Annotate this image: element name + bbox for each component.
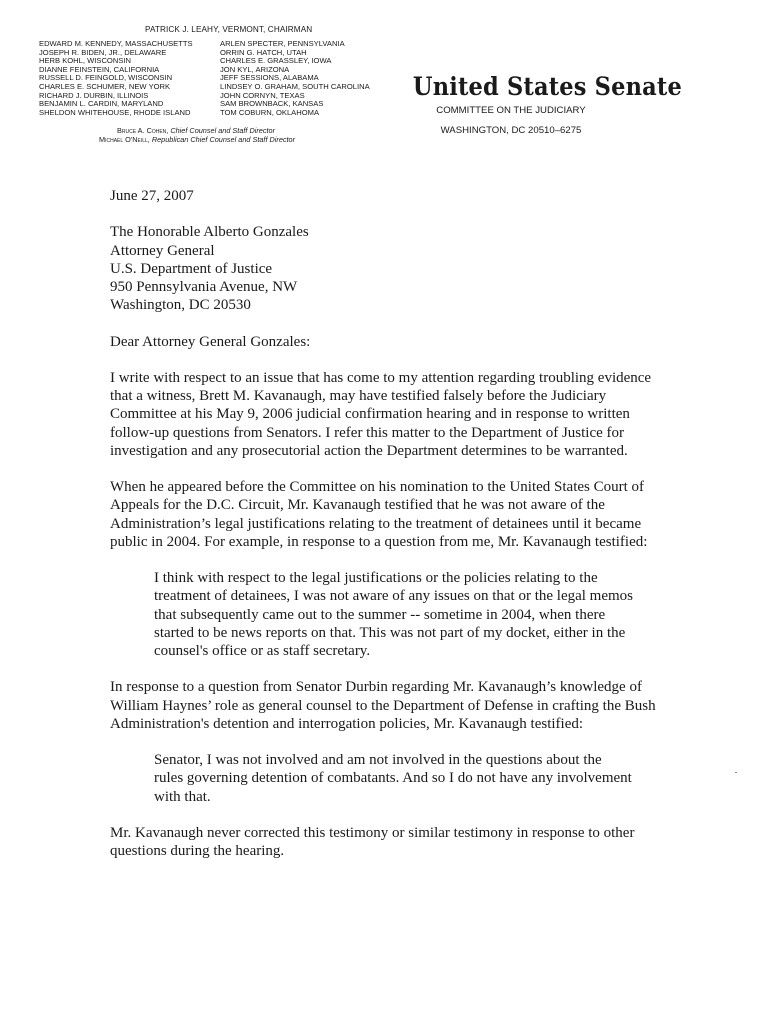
committee-member: JOSEPH R. BIDEN, JR., DELAWARE <box>39 47 167 57</box>
address-line: The Honorable Alberto Gonzales <box>110 224 309 241</box>
block-quote: Senator, I was not involved and am not involved in the questions about the rules governing detention of combatants. And so I do not have any involvement with that. <box>154 752 632 805</box>
committee-member: HERB KOHL, WISCONSIN <box>39 56 131 66</box>
paragraph: In response to a question from Senator Durbin regarding Mr. Kavanaugh’s knowledge of William Haynes’ role as general counsel to the Department of Defense in crafting the Bush Administration's detention and interrogation policies, Mr. Kavanaugh testified: <box>110 679 656 732</box>
committee-address: WASHINGTON, DC 20510–6275 <box>440 125 582 136</box>
committee-member: JEFF SESSIONS, ALABAMA <box>220 73 319 83</box>
committee-member: SHELDON WHITEHOUSE, RHODE ISLAND <box>39 107 191 117</box>
committee-member: JOHN CORNYN, TEXAS <box>220 90 305 100</box>
republican-chief-counsel-line <box>99 135 295 144</box>
committee-member: TOM COBURN, OKLAHOMA <box>220 107 320 117</box>
committee-member: LINDSEY O. GRAHAM, SOUTH CAROLINA <box>220 81 370 91</box>
committee-name: COMMITTEE ON THE JUDICIARY <box>436 105 586 116</box>
staff-title: Republican Chief Counsel and Staff Director <box>151 135 296 144</box>
chief-counsel-line <box>117 126 275 135</box>
address-line: Washington, DC 20530 <box>110 297 251 314</box>
paragraph: When he appeared before the Committee on his nomination to the United States Court of Appeals for the D.C. Circuit, Mr. Kavanaugh testified that he was not aware of the Administration’s legal justifications relating to the treatment of detainees until it became public in 2004. For example, in response to a question from me, Mr. Kavanaugh testified: <box>110 479 648 550</box>
recipient-address <box>110 223 658 314</box>
letter-date: June 27, 2007 <box>110 188 194 204</box>
committee-member: JON KYL, ARIZONA <box>220 64 290 74</box>
committee-member: ARLEN SPECTER, PENNSYLVANIA <box>220 39 345 48</box>
committee-member: CHARLES E. SCHUMER, NEW YORK <box>39 81 171 91</box>
committee-member: EDWARD M. KENNEDY, MASSACHUSETTS <box>39 39 193 48</box>
letter-body <box>110 187 658 879</box>
committee-member: CHARLES E. GRASSLEY, IOWA <box>220 56 332 66</box>
address-line: 950 Pennsylvania Avenue, NW <box>110 279 298 295</box>
address-line: Attorney General <box>110 242 215 259</box>
staff-title: Chief Counsel and Staff Director <box>170 126 275 135</box>
address-line: U.S. Department of Justice <box>110 260 273 277</box>
committee-member: RUSSELL D. FEINGOLD, WISCONSIN <box>39 73 173 83</box>
paragraph: I write with respect to an issue that has come to my attention regarding troubling evidence that a witness, Brett M. Kavanaugh, may have testified falsely before the Judiciary Committee at his May 9, 2006 judicial confirmation hearing and in response to written follow-up questions from Senators. I refer this matter to the Department of Justice for investigation and any prosecutorial action the Department determines to be warranted. <box>110 369 652 459</box>
scan-artifact <box>735 772 737 773</box>
committee-member: ORRIN G. HATCH, UTAH <box>220 47 307 57</box>
block-quote: I think with respect to the legal justifications or the policies relating to the treatment of detainees, I was not aware of any issues on that or the legal memos that subsequently came out to the summer -- sometime in 2004, when there started to be news reports on that. This was not part of my docket, either in the counsel's office or as staff secretary. <box>154 570 634 659</box>
committee-member: SAM BROWNBACK, KANSAS <box>220 99 324 109</box>
committee-member: RICHARD J. DURBIN, ILLINOIS <box>39 90 149 100</box>
chairman-line: PATRICK J. LEAHY, VERMONT, CHAIRMAN <box>145 25 313 34</box>
committee-member: DIANNE FEINSTEIN, CALIFORNIA <box>39 64 160 74</box>
staff-name: Michael O'Neill, <box>99 135 150 144</box>
paragraph: Mr. Kavanaugh never corrected this testimony or similar testimony in response to other questions during the hearing. <box>110 824 635 860</box>
senate-title: United States Senate <box>412 72 682 101</box>
salutation: Dear Attorney General Gonzales: <box>110 333 311 350</box>
majority-members-list <box>39 40 193 117</box>
committee-member: BENJAMIN L. CARDIN, MARYLAND <box>39 99 164 109</box>
minority-members-list <box>220 40 370 117</box>
staff-name: Bruce A. Cohen, <box>117 126 169 135</box>
